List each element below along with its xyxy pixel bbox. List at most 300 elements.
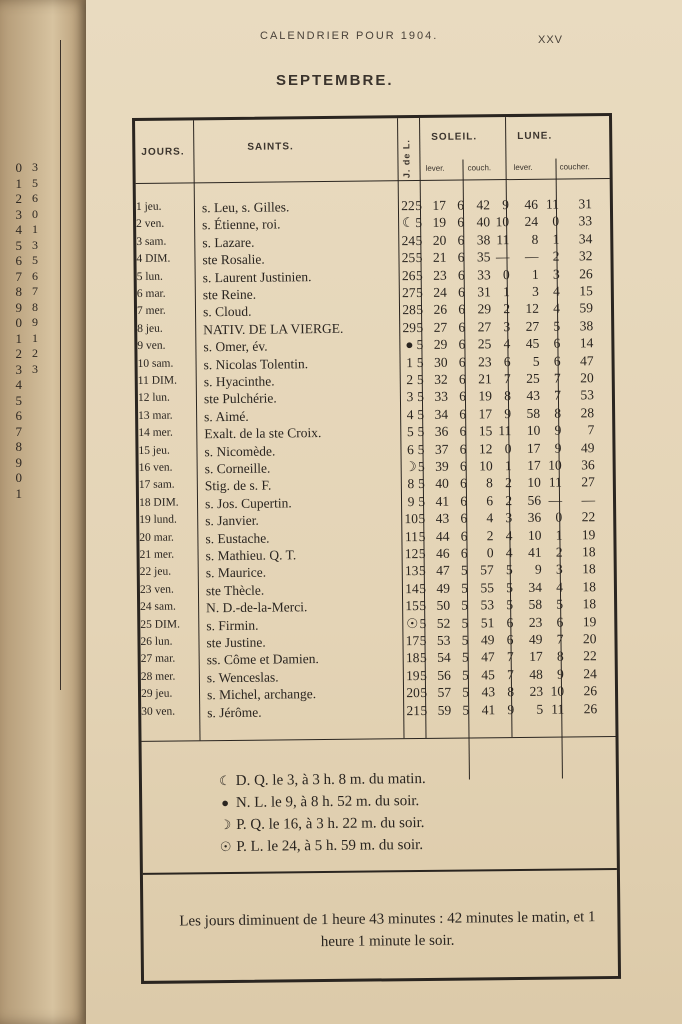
moon-time-cell: 59 xyxy=(579,300,594,316)
facing-page-table xyxy=(0,40,61,690)
day-cell: 9 ven. xyxy=(137,339,166,353)
moon-time-cell: 0 xyxy=(504,440,512,456)
moon-time-cell: 5 xyxy=(556,596,564,612)
moon-time-cell: 14 xyxy=(579,335,594,351)
sun-time-cell: 5 xyxy=(418,563,426,579)
moon-time-cell: 4 xyxy=(505,527,513,543)
sun-time-cell: 26 xyxy=(433,302,448,318)
moon-time-cell: 28 xyxy=(580,404,595,421)
sun-time-cell: 5 xyxy=(419,598,427,614)
sun-time-cell: 6 xyxy=(459,441,467,457)
moon-time-cell: 5 xyxy=(536,701,544,717)
moon-time-cell: 9 xyxy=(534,562,542,578)
facing-digit: 7 xyxy=(15,423,22,439)
facing-digit: 0 xyxy=(15,160,22,175)
sun-time-cell: 5 xyxy=(416,284,423,301)
facing-digit: 1 xyxy=(15,330,22,346)
sun-time-cell: 32 xyxy=(434,371,448,387)
saint-cell: s. Aimé. xyxy=(204,408,249,425)
sun-time-cell: 46 xyxy=(435,545,450,561)
sun-time-cell: 5 xyxy=(420,667,427,683)
sun-time-cell: 29 xyxy=(477,301,492,317)
moon-time-cell: — xyxy=(581,491,596,508)
sun-time-cell: 6 xyxy=(457,197,465,213)
sun-time-cell: 5 xyxy=(419,580,427,596)
day-cell: 18 DIM. xyxy=(138,496,179,509)
sun-time-cell: 5 xyxy=(418,476,425,492)
sun-time-cell: 5 xyxy=(417,458,425,475)
moon-time-cell: 5 xyxy=(506,579,514,595)
moon-time-cell: 1 xyxy=(552,231,560,247)
day-cell: 6 mar. xyxy=(136,287,166,300)
saint-cell: ste Reine. xyxy=(202,286,257,303)
facing-digit: 1 xyxy=(15,485,22,501)
sun-time-cell: 42 xyxy=(476,197,491,213)
moon-time-cell: 10 xyxy=(526,422,541,439)
moon-age-cell: 8 xyxy=(407,476,415,492)
facing-digit: 3 xyxy=(32,237,38,252)
moon-phase-text: P. Q. le 16, à 3 h. 22 m. du soir. xyxy=(232,814,425,833)
header-soleil: SOLEIL. xyxy=(431,131,478,143)
sun-time-cell: 6 xyxy=(457,267,465,283)
moon-time-cell: 8 xyxy=(554,405,562,421)
moon-time-cell: 10 xyxy=(548,457,562,473)
sun-time-cell: 21 xyxy=(478,371,492,387)
sun-time-cell: 36 xyxy=(434,423,449,440)
facing-digit: 5 xyxy=(15,237,22,253)
day-cell: 23 ven. xyxy=(139,583,174,596)
moon-age-cell: 4 xyxy=(406,406,414,422)
moon-time-cell: 4 xyxy=(503,336,511,352)
moon-age-cell: 29 xyxy=(402,319,417,335)
sun-time-cell: 5 xyxy=(417,389,425,405)
moon-time-cell: 23 xyxy=(529,683,544,700)
sun-time-cell: 6 xyxy=(460,493,468,509)
moon-phase-icon: ● xyxy=(221,795,230,811)
moon-time-cell: 58 xyxy=(526,405,541,421)
sun-time-cell: 5 xyxy=(420,702,428,718)
facing-digit: 3 xyxy=(32,361,38,376)
saint-cell: s. Nicomède. xyxy=(204,443,276,459)
header-sun-rise: lever. xyxy=(425,163,445,173)
facing-digit: 3 xyxy=(15,361,22,377)
sun-time-cell: 5 xyxy=(460,562,468,578)
sun-time-cell: 24 xyxy=(433,284,447,300)
sun-time-cell: 40 xyxy=(476,214,491,230)
sun-time-cell: 33 xyxy=(477,266,491,282)
sun-time-cell: 5 xyxy=(461,632,469,648)
day-cell: 10 sam. xyxy=(137,357,174,370)
moon-phase-line xyxy=(218,790,426,814)
sun-time-cell: 4 xyxy=(486,510,494,526)
day-cell: 13 mar. xyxy=(138,409,173,422)
sun-time-cell: 6 xyxy=(459,423,467,439)
saint-cell: ste Rosalie. xyxy=(202,251,265,268)
sun-time-cell: 30 xyxy=(433,354,448,370)
moon-time-cell: 9 xyxy=(557,666,564,682)
day-cell: 19 lund. xyxy=(139,513,177,527)
moon-time-cell: 6 xyxy=(506,632,514,648)
sun-time-cell: 41 xyxy=(435,493,450,509)
day-cell: 17 sam. xyxy=(138,478,175,492)
moon-time-cell: 9 xyxy=(504,405,512,421)
sun-time-cell: 41 xyxy=(481,701,496,717)
sun-time-cell: 31 xyxy=(477,284,491,300)
moon-time-cell: 36 xyxy=(527,509,542,526)
saint-cell: s. Eustache. xyxy=(205,530,270,546)
day-cell: 7 mer. xyxy=(136,305,166,318)
saint-cell: ste Pulchérie. xyxy=(203,390,277,407)
moon-age-cell: 11 xyxy=(404,528,418,544)
moon-time-cell: 6 xyxy=(553,353,561,369)
sun-time-cell: 6 xyxy=(458,354,466,370)
moon-age-cell: ● xyxy=(405,337,414,353)
moon-age-cell: 13 xyxy=(404,563,419,579)
moon-time-cell: 47 xyxy=(579,352,594,368)
moon-time-cell: 11 xyxy=(548,474,562,491)
header-moon-set: coucher. xyxy=(559,162,590,172)
sun-time-cell: 57 xyxy=(480,562,494,578)
table-row xyxy=(141,701,615,723)
sun-time-cell: 6 xyxy=(458,301,466,317)
moon-time-cell: 10 xyxy=(527,527,542,543)
moon-time-cell: 11 xyxy=(551,701,565,717)
sun-time-cell: 5 xyxy=(461,615,469,631)
facing-digit: 6 xyxy=(15,408,22,423)
moon-time-cell: 1 xyxy=(504,458,512,474)
sun-time-cell: 50 xyxy=(436,597,451,614)
sun-time-cell: 6 xyxy=(459,388,467,404)
facing-digit: 4 xyxy=(15,377,22,392)
moon-time-cell: 2 xyxy=(505,475,512,491)
moon-time-cell: 12 xyxy=(525,301,540,317)
saint-cell: Stig. de s. F. xyxy=(204,477,272,494)
sun-time-cell: 6 xyxy=(458,336,466,352)
moon-time-cell: 56 xyxy=(527,492,542,508)
day-cell: 14 mer. xyxy=(138,426,173,440)
notes-rule xyxy=(143,868,617,875)
facing-digit: 8 xyxy=(15,284,22,299)
saint-cell: s. Corneille. xyxy=(204,460,271,477)
moon-time-cell: 19 xyxy=(582,613,597,629)
moon-time-cell: 1 xyxy=(503,284,510,300)
sun-time-cell: 54 xyxy=(437,650,451,666)
moon-time-cell: 41 xyxy=(527,544,542,560)
facing-digit: 4 xyxy=(15,222,22,237)
sun-time-cell: 5 xyxy=(417,441,425,457)
day-cell: 16 ven. xyxy=(138,461,173,474)
sun-time-cell: 6 xyxy=(457,214,465,230)
calendar-rows xyxy=(135,196,610,720)
sun-time-cell: 20 xyxy=(432,232,447,248)
moon-time-cell: 53 xyxy=(580,387,595,403)
saint-cell: ste Justine. xyxy=(206,634,266,651)
saint-cell: s. Laurent Justinien. xyxy=(202,268,312,285)
moon-phase-line xyxy=(218,812,426,836)
sun-time-cell: 5 xyxy=(415,267,423,283)
moon-time-cell: 19 xyxy=(581,526,596,542)
sun-time-cell: 6 xyxy=(457,232,465,248)
moon-time-cell: 45 xyxy=(525,335,540,352)
sun-time-cell: 5 xyxy=(462,684,470,700)
moon-time-cell: 38 xyxy=(579,317,594,334)
moon-time-cell: 10 xyxy=(495,214,510,230)
saint-cell: s. Cloud. xyxy=(202,304,252,320)
sun-time-cell: 6 xyxy=(458,284,465,300)
header-moon-rise: lever. xyxy=(513,162,533,173)
sun-time-cell: 5 xyxy=(416,337,424,353)
moon-time-cell: — xyxy=(548,492,563,508)
saint-cell: s. Wenceslas. xyxy=(206,669,279,686)
day-cell: 24 sam. xyxy=(140,600,176,614)
header-saints: SAINTS. xyxy=(247,141,294,153)
moon-age-cell: 12 xyxy=(404,546,419,562)
facing-digit: 9 xyxy=(32,315,38,329)
moon-time-cell: 58 xyxy=(528,596,543,613)
header-jours: JOURS. xyxy=(141,146,185,158)
sun-time-cell: 57 xyxy=(437,684,452,701)
sun-time-cell: 6 xyxy=(457,249,465,265)
sun-time-cell: 6 xyxy=(458,319,466,335)
moon-time-cell: 6 xyxy=(553,335,561,351)
moon-time-cell: 17 xyxy=(527,457,541,473)
moon-time-cell: 3 xyxy=(552,266,560,282)
day-cell: 8 jeu. xyxy=(137,322,163,335)
sun-time-cell: 55 xyxy=(480,580,495,596)
sun-time-cell: 33 xyxy=(434,389,449,405)
moon-time-cell: 24 xyxy=(524,214,539,230)
sun-time-cell: 23 xyxy=(477,353,492,369)
sun-time-cell: 44 xyxy=(435,528,450,544)
moon-time-cell: 18 xyxy=(582,578,597,595)
day-cell: 25 DIM. xyxy=(140,618,180,631)
saint-cell: s. Michel, archange. xyxy=(206,686,317,703)
sun-time-cell: 6 xyxy=(459,458,467,474)
sun-time-cell: 6 xyxy=(460,545,468,561)
sun-time-cell: 5 xyxy=(417,406,425,422)
moon-age-cell: 9 xyxy=(407,493,415,509)
saint-cell: s. Mathieu. Q. T. xyxy=(205,547,297,564)
day-cell: 2 ven. xyxy=(136,218,165,231)
sun-time-cell: 53 xyxy=(480,597,495,613)
moon-time-cell: 49 xyxy=(528,631,543,647)
moon-time-cell: 22 xyxy=(581,509,596,525)
sun-time-cell: 56 xyxy=(437,667,451,683)
moon-age-cell: 6 xyxy=(407,441,414,457)
day-cell: 1 jeu. xyxy=(135,200,162,213)
facing-digit: 2 xyxy=(32,346,38,360)
facing-digit: 6 xyxy=(15,253,22,268)
facing-digit: 2 xyxy=(15,346,22,361)
calendar-table xyxy=(132,113,621,984)
moon-age-cell: 21 xyxy=(406,702,421,718)
moon-time-cell: 10 xyxy=(527,475,541,491)
sun-time-cell: 53 xyxy=(436,632,451,648)
moon-time-cell: 18 xyxy=(582,561,596,577)
sun-time-cell: 6 xyxy=(460,475,467,491)
moon-time-cell: 0 xyxy=(552,213,560,229)
sun-time-cell: 5 xyxy=(415,232,423,248)
moon-time-cell: 27 xyxy=(581,474,595,490)
moon-time-cell: 27 xyxy=(525,318,540,334)
facing-page-column xyxy=(2,160,22,501)
day-length-note: Les jours diminuent de 1 heure 43 minutes : 42 minutes le matin, et 1 heure 1 minute le soir. xyxy=(179,909,596,951)
facing-digit: 6 xyxy=(32,268,38,283)
header-lune: LUNE. xyxy=(517,130,553,142)
moon-phase-icon: ☉ xyxy=(219,838,232,855)
day-cell: 27 mar. xyxy=(140,652,176,666)
moon-phase-text: D. Q. le 3, à 3 h. 8 m. du matin. xyxy=(231,770,426,789)
saint-cell: ste Thècle. xyxy=(205,582,265,599)
sun-time-cell: 6 xyxy=(459,406,467,422)
sun-time-cell: 27 xyxy=(477,319,492,335)
moon-age-cell: 3 xyxy=(406,389,414,405)
day-cell: 11 DIM. xyxy=(137,374,178,387)
moon-age-cell: ☽ xyxy=(404,459,417,475)
facing-digit: 3 xyxy=(15,206,22,222)
sun-time-cell: 10 xyxy=(479,458,493,474)
moon-time-cell: 24 xyxy=(583,665,597,682)
sun-time-cell: 52 xyxy=(436,615,451,631)
sun-time-cell: 5 xyxy=(415,197,423,214)
day-cell: 4 DIM. xyxy=(136,252,171,266)
moon-age-cell: ☉ xyxy=(406,615,419,631)
facing-digit: 1 xyxy=(32,330,38,345)
moon-phase-line xyxy=(218,768,426,792)
moon-time-cell: 49 xyxy=(580,439,595,455)
moon-time-cell: 26 xyxy=(583,683,598,699)
facing-digit: 7 xyxy=(15,268,22,284)
moon-time-cell: 10 xyxy=(550,683,565,699)
facing-digit: 1 xyxy=(15,175,22,191)
moon-time-cell: 26 xyxy=(583,700,598,716)
sun-time-cell: 5 xyxy=(419,615,427,631)
moon-age-cell: 10 xyxy=(404,511,419,527)
moon-phase-text: N. L. le 9, à 8 h. 52 m. du soir. xyxy=(232,793,420,811)
sun-time-cell: 38 xyxy=(476,232,491,248)
sun-time-cell: 5 xyxy=(420,685,428,701)
sun-time-cell: 5 xyxy=(461,580,469,596)
moon-time-cell: 22 xyxy=(583,648,597,664)
moon-phase-line xyxy=(219,834,427,858)
saint-cell: s. Leu, s. Gilles. xyxy=(201,199,290,216)
moon-time-cell: 17 xyxy=(529,649,543,665)
moon-time-cell: 11 xyxy=(496,231,510,247)
sun-time-cell: 39 xyxy=(435,458,449,474)
moon-time-cell: 23 xyxy=(528,614,543,630)
moon-age-cell: 22 xyxy=(401,198,415,214)
day-cell: 28 mer. xyxy=(140,670,176,683)
moon-time-cell: 9 xyxy=(554,422,562,438)
sun-time-cell: 6 xyxy=(486,493,494,509)
sun-time-cell: 23 xyxy=(433,267,447,283)
moon-time-cell: 3 xyxy=(505,510,513,526)
facing-digit: 2 xyxy=(15,191,22,206)
sun-time-cell: 6 xyxy=(460,510,468,526)
sun-time-cell: 5 xyxy=(416,302,424,318)
sun-time-cell: 5 xyxy=(419,650,427,666)
moon-age-cell: 17 xyxy=(405,633,420,649)
moon-time-cell: 34 xyxy=(528,579,543,595)
moon-time-cell: 8 xyxy=(504,388,512,404)
sun-time-cell: 47 xyxy=(481,649,495,665)
moon-time-cell: 2 xyxy=(503,301,511,317)
facing-digit: 0 xyxy=(32,206,38,221)
facing-digit: 9 xyxy=(15,454,22,470)
moon-time-cell: 18 xyxy=(581,544,596,560)
facing-digit: 7 xyxy=(32,284,38,298)
facing-digit: 5 xyxy=(32,253,38,267)
table-bottom-rule xyxy=(142,736,616,742)
sun-time-cell: 5 xyxy=(416,371,424,388)
moon-time-cell: 2 xyxy=(555,544,563,560)
sun-time-cell: 40 xyxy=(435,476,449,492)
moon-time-cell: 5 xyxy=(553,318,561,334)
sun-time-cell: 17 xyxy=(478,406,493,422)
moon-time-cell: 36 xyxy=(581,457,595,473)
moon-time-cell: 20 xyxy=(580,370,594,386)
sun-time-cell: 5 xyxy=(415,215,423,231)
moon-age-cell: 27 xyxy=(402,285,416,301)
facing-digit: 5 xyxy=(32,175,38,190)
moon-time-cell: 7 xyxy=(587,422,595,438)
moon-phase-notes xyxy=(218,768,427,858)
day-cell: 12 lun. xyxy=(137,392,170,405)
moon-time-cell: 6 xyxy=(506,614,514,630)
moon-time-cell: 15 xyxy=(579,283,593,299)
day-cell: 21 mer. xyxy=(139,548,175,561)
moon-time-cell: 8 xyxy=(531,231,539,247)
sun-time-cell: 21 xyxy=(432,249,447,266)
moon-age-cell: 14 xyxy=(405,580,419,596)
moon-age-cell: 25 xyxy=(401,250,416,266)
saint-cell: s. Nicolas Tolentin. xyxy=(203,355,309,372)
moon-phase-icon: ☾ xyxy=(219,773,231,789)
day-cell: 30 ven. xyxy=(141,705,176,718)
moon-age-cell: 1 xyxy=(406,354,414,370)
sun-time-cell: 2 xyxy=(486,527,494,543)
moon-time-cell: 11 xyxy=(545,196,560,212)
sun-time-cell: 5 xyxy=(462,702,470,718)
moon-time-cell: 25 xyxy=(526,370,540,386)
moon-age-cell: 15 xyxy=(405,598,419,614)
moon-time-cell: 6 xyxy=(556,614,564,630)
moon-age-cell: 28 xyxy=(402,302,416,318)
sun-time-cell: 5 xyxy=(418,545,426,562)
sun-time-cell: 5 xyxy=(461,649,469,665)
moon-age-cell: 2 xyxy=(406,372,414,388)
moon-time-cell: 26 xyxy=(579,265,593,281)
moon-time-cell: 0 xyxy=(555,509,563,525)
sun-time-cell: 49 xyxy=(436,580,451,596)
sun-time-cell: 51 xyxy=(480,614,495,630)
sun-time-cell: 47 xyxy=(436,563,450,579)
moon-time-cell: 1 xyxy=(531,266,539,282)
moon-time-cell: 48 xyxy=(529,666,543,682)
moon-time-cell: — xyxy=(495,249,510,265)
moon-time-cell: 34 xyxy=(578,230,593,247)
saint-cell: s. Omer, év. xyxy=(203,338,268,355)
facing-digit: 3 xyxy=(32,160,38,174)
day-cell: 22 jeu. xyxy=(139,566,172,579)
saint-cell: s. Jos. Cupertin. xyxy=(204,495,292,512)
moon-time-cell: 46 xyxy=(524,196,539,212)
facing-digit: 1 xyxy=(32,222,38,236)
moon-time-cell: 7 xyxy=(553,370,561,386)
sun-time-cell: 43 xyxy=(481,684,496,700)
sun-time-cell: 6 xyxy=(458,371,466,387)
sun-time-cell: 6 xyxy=(460,528,468,544)
